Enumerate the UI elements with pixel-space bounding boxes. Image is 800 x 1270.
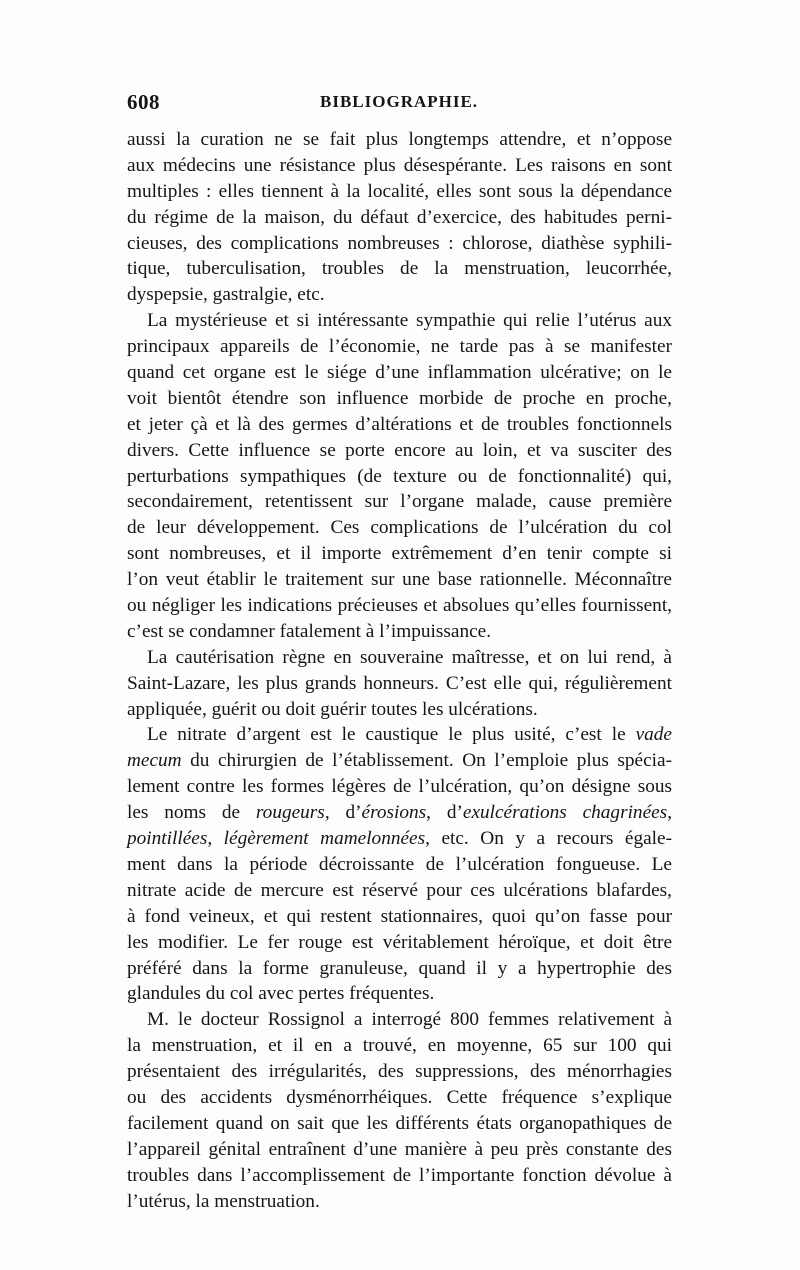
text-line [127,671,672,697]
text-segment: , [667,802,673,824]
text-line [127,748,672,774]
text-segment: les modifier. Le fer rouge est véritablement héroïque, et doit être [127,931,672,953]
text-segment: sont nombreuses, et il importe extrêmement d’en tenir compte si [127,543,672,565]
text-line [127,282,672,308]
text-segment: divers. Cette influence se porte encore au loin, et va susciter des [127,439,672,461]
text-line [127,179,672,205]
text-segment: facilement quand on sait que les différents états organopathiques de [127,1112,672,1134]
text-line [127,412,672,438]
text-segment: La cautérisation règne en souveraine maîtresse, et on lui rend, à [147,646,672,668]
text-line [127,1189,672,1215]
text-line [127,878,672,904]
text-line [127,438,672,464]
text-segment: du régime de la maison, du défaut d’exercice, des habitudes perni- [127,206,672,228]
text-segment: tique, tuberculisation, troubles de la menstruation, leucorrhée, [127,258,672,280]
text-segment: dyspepsie, gastralgie, etc. [127,284,325,306]
text-line [127,1033,672,1059]
italic-term: mecum [127,750,182,772]
text-line [127,930,672,956]
text-line [127,1007,672,1033]
text-segment: c’est se condamner fatalement à l’impuissance. [127,620,492,642]
text-segment: , etc. On y a recours égale- [425,828,672,850]
text-segment: du chirurgien de l’établissement. On l’emploie plus spécia- [181,750,672,772]
text-line [127,464,672,490]
text-line [127,308,672,334]
italic-term: vade [635,724,672,746]
text-segment: préféré dans la forme granuleuse, quand il y a hypertrophie des [127,957,672,979]
text-segment: les noms de [127,802,256,824]
text-line [127,826,672,852]
text-line [127,127,672,153]
text-segment: l’on veut établir le traitement sur une base rationnelle. Méconnaître [127,569,672,591]
text-line [127,722,672,748]
italic-term: érosions [361,802,427,824]
text-line [127,334,672,360]
text-segment: multiples : elles tiennent à la localité, elles sont sous la dépendance [127,180,672,202]
text-segment: secondairement, retentissent sur l’organe malade, cause première [127,491,672,513]
text-line [127,981,672,1007]
running-title: BIBLIOGRAPHIE. [320,92,479,111]
text-line [127,1137,672,1163]
text-segment: voit bientôt étendre son influence morbide de proche en proche, [127,387,672,409]
text-segment: de leur développement. Ces complications de l’ulcération du col [127,517,672,539]
text-segment: glandules du col avec pertes fréquentes. [127,983,435,1005]
text-segment: Saint-Lazare, les plus grands honneurs. C’est elle qui, régulièrement [127,672,672,694]
text-line [127,515,672,541]
text-segment: nitrate acide de mercure est réservé pour ces ulcérations blafardes, [127,879,672,901]
text-segment: ou négliger les indications précieuses et absolues qu’elles fournissent, [127,595,672,617]
text-segment: troubles dans l’accomplissement de l’importante fonction dévolue à [127,1164,672,1186]
text-line [127,1085,672,1111]
text-segment: quand cet organe est le siége d’une inflammation ulcérative; on le [127,362,672,384]
text-segment: M. le docteur Rossignol a interrogé 800 femmes relativement à [147,1009,672,1031]
text-segment: perturbations sympathiques (de texture ou de fonctionnalité) qui, [127,465,672,487]
italic-term: rougeurs [255,802,325,824]
text-line [127,205,672,231]
text-segment: l’utérus, la menstruation. [127,1190,320,1212]
text-line [127,1059,672,1085]
italic-term: pointillées, légèrement mamelonnées [127,828,426,850]
text-segment: Le nitrate d’argent est le caustique le plus usité, c’est le [147,724,636,746]
text-segment: et jeter çà et là des germes d’altérations et de troubles fonctionnels [127,413,672,435]
text-segment: lement contre les formes légères de l’ulcération, qu’on désigne sous [127,776,672,798]
text-line [127,489,672,515]
text-line [127,619,672,645]
text-line [127,1163,672,1189]
text-segment: principaux appareils de l’économie, ne tarde pas à se manifester [127,336,672,358]
text-segment: aux médecins une résistance plus désespérante. Les raisons en sont [127,154,672,176]
italic-term: exulcérations chagrinées [462,802,668,824]
text-segment: , d’ [324,802,362,824]
text-segment: à fond veineux, et qui restent stationnaires, quoi qu’on fasse pour [127,905,672,927]
text-line [127,956,672,982]
text-line [127,541,672,567]
body-text [127,127,672,1214]
text-line [127,386,672,412]
text-line [127,645,672,671]
text-segment: l’appareil génital entraînent d’une manière à peu près constante des [127,1138,672,1160]
text-segment: , d’ [426,802,463,824]
text-segment: ou des accidents dysménorrhéiques. Cette fréquence s’explique [127,1086,672,1108]
text-line [127,593,672,619]
text-segment: La mystérieuse et si intéressante sympathie qui relie l’utérus aux [147,310,672,332]
text-line [127,567,672,593]
text-segment: présentaient des irrégularités, des suppressions, des ménorrhagies [127,1061,672,1083]
page-header [127,90,670,116]
text-line [127,153,672,179]
text-line [127,904,672,930]
text-line [127,852,672,878]
text-line [127,256,672,282]
text-line [127,1111,672,1137]
text-line [127,774,672,800]
text-line [127,360,672,386]
text-segment: cieuses, des complications nombreuses : chlorose, diathèse syphili- [127,232,672,254]
text-segment: ment dans la période décroissante de l’ulcération fongueuse. Le [127,853,672,875]
text-line [127,697,672,723]
text-line [127,231,672,257]
text-segment: appliquée, guérit ou doit guérir toutes les ulcérations. [127,698,538,720]
text-line [127,800,672,826]
page-number: 608 [127,90,160,114]
text-segment: aussi la curation ne se fait plus longtemps attendre, et n’oppose [127,129,672,150]
text-segment: la menstruation, et il en a trouvé, en moyenne, 65 sur 100 qui [127,1035,672,1057]
